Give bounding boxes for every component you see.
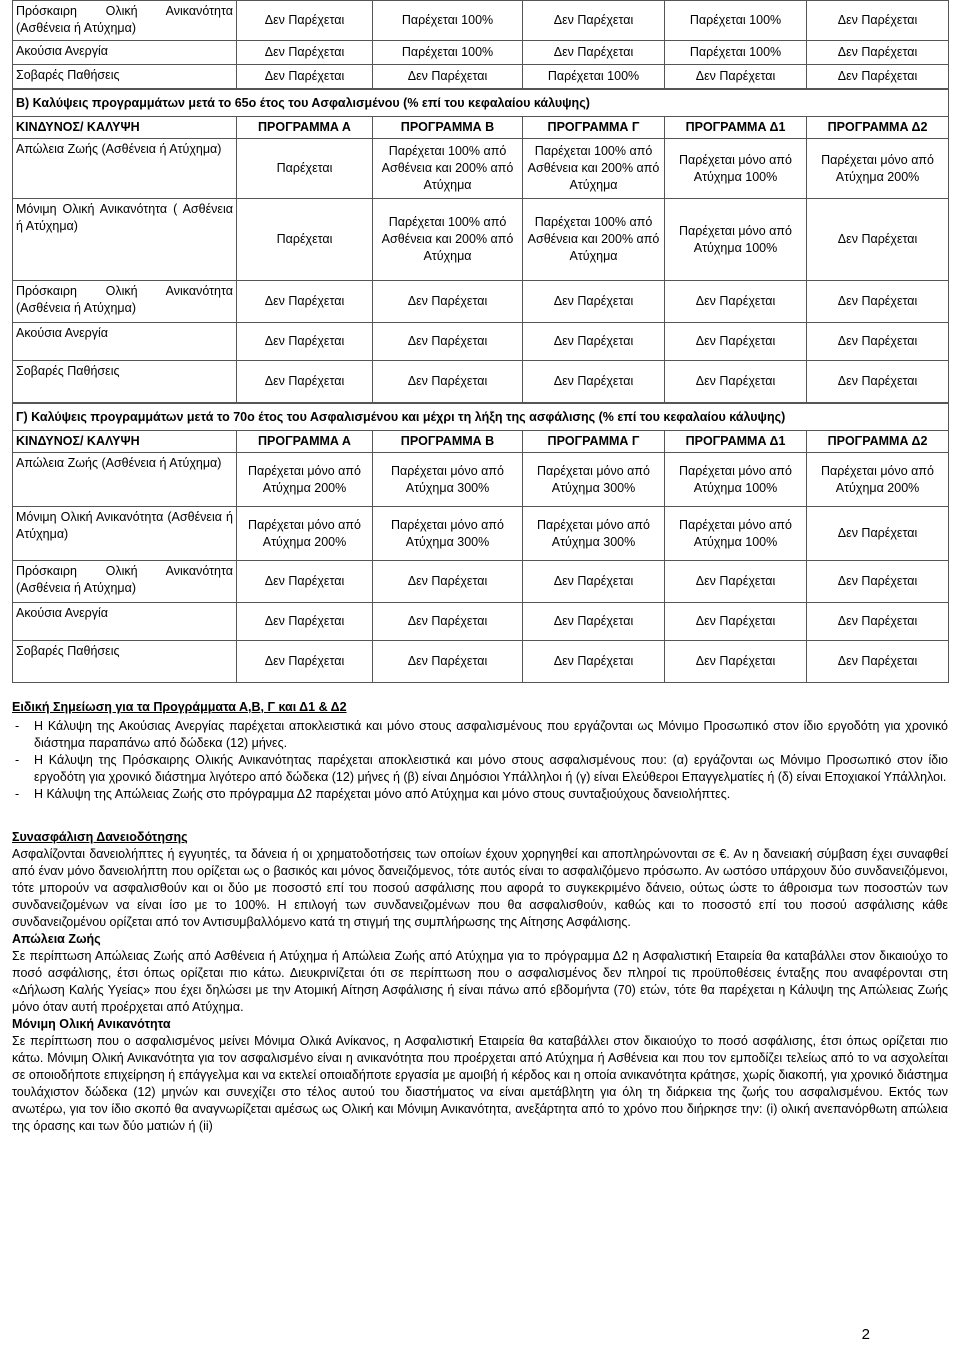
risk-cell: Ακούσια Ανεργία <box>13 603 237 641</box>
table-row <box>13 361 949 403</box>
coverage-cell: Δεν Παρέχεται <box>523 281 665 323</box>
coverage-cell: Παρέχεται μόνο από Ατύχημα 300% <box>373 507 523 561</box>
permanent-disability-text: Σε περίπτωση που ο ασφαλισμένος μείνει Μόνιμα Ολικά Ανίκανος, η Ασφαλιστική Εταιρεία θα καταβάλλει στον δικαιούχο το ποσό ασφάλισης, έτσι όπως ορίζεται πιο κάτω. Μόνιμη Ολική Ανικανότητα για τον ασφαλισμένο είναι η ανικανότητα που προέρχεται από Ατύχημα ή Ασθένεια και που τον εμποδίζει τελείως από το να ασχολείται σε οποιοδήποτε επιχείρηση ή επάγγελμα και να εκτελεί οποιαδήποτε εργασία με αμοιβή ή κέρδος και η οποία ανικανότητα κράτησε, χωρίς διακοπή, για χρονικό διάστημα τουλάχιστον δώδεκα (12) μηνών και συνεχίζει στο τέλος αυτού του διαστήματος να είναι αμετάβλητη για όλη τη διάρκεια της ζωής του ασφαλισμένου. Εκτός των ανωτέρω, για τον ίδιο σκοπό θα αναγνωρίζεται αμέσως ως Ολική και Μόνιμη Ανικανότητα, ανεξάρτητα από το χρόνο που διήρκησε την: (i) ολική ανεπανόρθωτη απώλεια της όρασης και των δύο ματιών ή (ii) <box>12 1034 948 1133</box>
coverage-cell: Δεν Παρέχεται <box>807 507 949 561</box>
coverage-cell: Παρέχεται <box>237 199 373 281</box>
section-c-table <box>12 403 949 683</box>
coverage-cell: Δεν Παρέχεται <box>523 603 665 641</box>
coverage-cell: Δεν Παρέχεται <box>237 361 373 403</box>
page-number: 2 <box>861 1326 870 1343</box>
coverage-cell: Δεν Παρέχεται <box>807 199 949 281</box>
table-row <box>13 507 949 561</box>
special-note <box>12 699 948 803</box>
table-row <box>13 603 949 641</box>
coverage-cell: Παρέχεται 100% <box>665 1 807 41</box>
coverage-cell: Δεν Παρέχεται <box>807 561 949 603</box>
coverage-cell: Δεν Παρέχεται <box>373 361 523 403</box>
column-header: ΠΡΟΓΡΑΜΜΑ Β <box>373 431 523 453</box>
coverage-cell: Δεν Παρέχεται <box>523 641 665 683</box>
table-row <box>13 641 949 683</box>
coverage-cell: Δεν Παρέχεται <box>665 603 807 641</box>
coverage-cell: Δεν Παρέχεται <box>523 323 665 361</box>
coverage-cell: Παρέχεται <box>237 139 373 199</box>
table-row <box>13 281 949 323</box>
column-header: ΠΡΟΓΡΑΜΜΑ Α <box>237 117 373 139</box>
risk-cell: Πρόσκαιρη Ολική Ανικανότητα (Ασθένεια ή Ατύχημα) <box>13 281 237 323</box>
coverage-cell: Δεν Παρέχεται <box>237 323 373 361</box>
section-c-title: Γ) Καλύψεις προγραμμάτων μετά το 70ο έτος του Ασφαλισμένου και μέχρι τη λήξη της ασφάλισης (% επί του κεφαλαίου κάλυψης) <box>13 404 949 431</box>
coinsurance-title: Συνασφάλιση Δανειοδότησης <box>12 830 188 844</box>
coverage-cell: Δεν Παρέχεται <box>237 641 373 683</box>
table-row <box>13 323 949 361</box>
risk-cell: Σοβαρές Παθήσεις <box>13 65 237 89</box>
coverage-cell: Δεν Παρέχεται <box>807 603 949 641</box>
permanent-disability-title: Μόνιμη Ολική Ανικανότητα <box>12 1017 171 1031</box>
coverage-cell: Παρέχεται 100% από Ασθένεια και 200% από Ατύχημα <box>373 139 523 199</box>
coverage-cell: Δεν Παρέχεται <box>237 603 373 641</box>
coverage-cell: Δεν Παρέχεται <box>237 65 373 89</box>
risk-cell: Ακούσια Ανεργία <box>13 323 237 361</box>
coverage-cell: Παρέχεται 100% <box>373 41 523 65</box>
coverage-cell: Δεν Παρέχεται <box>373 641 523 683</box>
section-a-table <box>12 0 949 89</box>
column-header: ΚΙΝΔΥΝΟΣ/ ΚΑΛΥΨΗ <box>13 117 237 139</box>
coverage-cell: Παρέχεται μόνο από Ατύχημα 200% <box>807 453 949 507</box>
coverage-cell: Παρέχεται μόνο από Ατύχημα 300% <box>523 507 665 561</box>
coverage-cell: Δεν Παρέχεται <box>373 561 523 603</box>
coverage-cell: Παρέχεται μόνο από Ατύχημα 300% <box>373 453 523 507</box>
column-header: ΠΡΟΓΡΑΜΜΑ Δ2 <box>807 431 949 453</box>
coverage-cell: Παρέχεται μόνο από Ατύχημα 100% <box>665 507 807 561</box>
coverage-cell: Δεν Παρέχεται <box>665 641 807 683</box>
risk-cell: Σοβαρές Παθήσεις <box>13 361 237 403</box>
section-b-title: Β) Καλύψεις προγραμμάτων μετά το 65ο έτος του Ασφαλισμένου (% επί του κεφαλαίου κάλυψης) <box>13 90 949 117</box>
column-header: ΚΙΝΔΥΝΟΣ/ ΚΑΛΥΨΗ <box>13 431 237 453</box>
coverage-cell: Παρέχεται 100% <box>665 41 807 65</box>
coverage-cell: Δεν Παρέχεται <box>373 323 523 361</box>
coverage-cell: Δεν Παρέχεται <box>665 323 807 361</box>
column-header: ΠΡΟΓΡΑΜΜΑ Δ1 <box>665 117 807 139</box>
coverage-cell: Παρέχεται μόνο από Ατύχημα 200% <box>807 139 949 199</box>
life-loss-text: Σε περίπτωση Απώλειας Ζωής από Ασθένεια ή Ατύχημα ή Απώλεια Ζωής από Ατύχημα για το πρόγραμμα Δ2 η Ασφαλιστική Εταιρεία θα καταβάλλει στον δικαιούχο το ποσό ασφάλισης, έτσι όπως ορίζεται πιο κάτω. Διευκρινίζεται ότι σε περίπτωση που ο ασφαλισμένος δεν πληροί τις προϋποθέσεις ένταξης που αναφέρονται στη «Δήλωση Καλής Υγείας» που έχει δηλώσει με την Ατομική Αίτηση Ασφάλισης ή είναι πάνω από εβδομήντα (70) ετών, τότε θα παρέχεται η Κάλυψη της Απώλειας Ζωής μόνο όταν αυτή προέρχεται από Ατύχημα. <box>12 949 948 1014</box>
special-note-item: - Η Κάλυψη της Απώλειας Ζωής στο πρόγραμμα Δ2 παρέχεται μόνο από Ατύχημα και μόνο στους συνταξιούχους δανειολήπτες. <box>12 786 948 803</box>
coverage-cell: Δεν Παρέχεται <box>665 561 807 603</box>
risk-cell: Απώλεια Ζωής (Ασθένεια ή Ατύχημα) <box>13 139 237 199</box>
coverage-cell: Δεν Παρέχεται <box>807 41 949 65</box>
coverage-cell: Δεν Παρέχεται <box>807 361 949 403</box>
coinsurance-section <box>12 829 948 1135</box>
special-note-title: Ειδική Σημείωση για τα Προγράμματα Α,Β, Γ και Δ1 & Δ2 <box>12 700 347 714</box>
life-loss-title: Απώλεια Ζωής <box>12 932 101 946</box>
risk-cell: Πρόσκαιρη Ολική Ανικανότητα (Ασθένεια ή Ατύχημα) <box>13 561 237 603</box>
coverage-cell: Δεν Παρέχεται <box>807 1 949 41</box>
coverage-cell: Δεν Παρέχεται <box>237 561 373 603</box>
coverage-cell: Παρέχεται μόνο από Ατύχημα 100% <box>665 453 807 507</box>
table-row <box>13 561 949 603</box>
coverage-cell: Παρέχεται μόνο από Ατύχημα 300% <box>523 453 665 507</box>
coverage-cell: Δεν Παρέχεται <box>807 281 949 323</box>
table-row <box>13 41 949 65</box>
coverage-cell: Δεν Παρέχεται <box>523 41 665 65</box>
coverage-cell: Δεν Παρέχεται <box>237 281 373 323</box>
section-b-table <box>12 89 949 403</box>
coverage-cell: Δεν Παρέχεται <box>373 281 523 323</box>
table-row <box>13 199 949 281</box>
coverage-cell: Δεν Παρέχεται <box>373 603 523 641</box>
coverage-cell: Παρέχεται 100% <box>523 65 665 89</box>
risk-cell: Απώλεια Ζωής (Ασθένεια ή Ατύχημα) <box>13 453 237 507</box>
risk-cell: Μόνιμη Ολική Ανικανότητα (Ασθένεια ή Ατύχημα) <box>13 507 237 561</box>
coverage-cell: Παρέχεται μόνο από Ατύχημα 200% <box>237 453 373 507</box>
coverage-cell: Δεν Παρέχεται <box>807 641 949 683</box>
table-row <box>13 139 949 199</box>
table-row <box>13 65 949 89</box>
coverage-cell: Παρέχεται μόνο από Ατύχημα 100% <box>665 139 807 199</box>
document-page <box>12 0 948 1135</box>
coverage-cell: Παρέχεται 100% από Ασθένεια και 200% από Ατύχημα <box>523 199 665 281</box>
risk-cell: Ακούσια Ανεργία <box>13 41 237 65</box>
coverage-cell: Δεν Παρέχεται <box>523 361 665 403</box>
coverage-cell: Παρέχεται μόνο από Ατύχημα 100% <box>665 199 807 281</box>
coverage-cell: Παρέχεται 100% <box>373 1 523 41</box>
coverage-cell: Δεν Παρέχεται <box>523 1 665 41</box>
coverage-cell: Δεν Παρέχεται <box>237 1 373 41</box>
coverage-cell: Παρέχεται 100% από Ασθένεια και 200% από Ατύχημα <box>373 199 523 281</box>
table-row <box>13 453 949 507</box>
coverage-cell: Παρέχεται 100% από Ασθένεια και 200% από Ατύχημα <box>523 139 665 199</box>
coverage-cell: Δεν Παρέχεται <box>665 281 807 323</box>
table-row <box>13 1 949 41</box>
coverage-cell: Παρέχεται μόνο από Ατύχημα 200% <box>237 507 373 561</box>
coverage-cell: Δεν Παρέχεται <box>373 65 523 89</box>
column-header: ΠΡΟΓΡΑΜΜΑ Β <box>373 117 523 139</box>
column-header: ΠΡΟΓΡΑΜΜΑ Γ <box>523 431 665 453</box>
column-header: ΠΡΟΓΡΑΜΜΑ Γ <box>523 117 665 139</box>
risk-cell: Σοβαρές Παθήσεις <box>13 641 237 683</box>
coverage-cell: Δεν Παρέχεται <box>523 561 665 603</box>
column-header: ΠΡΟΓΡΑΜΜΑ Δ2 <box>807 117 949 139</box>
special-note-list <box>12 718 948 803</box>
coverage-cell: Δεν Παρέχεται <box>807 65 949 89</box>
column-header: ΠΡΟΓΡΑΜΜΑ Δ1 <box>665 431 807 453</box>
risk-cell: Πρόσκαιρη Ολική Ανικανότητα (Ασθένεια ή Ατύχημα) <box>13 1 237 41</box>
coverage-cell: Δεν Παρέχεται <box>237 41 373 65</box>
column-header: ΠΡΟΓΡΑΜΜΑ Α <box>237 431 373 453</box>
special-note-item: - Η Κάλυψη της Ακούσιας Ανεργίας παρέχεται αποκλειστικά και μόνο στους ασφαλισμένους που εργάζονται ως Μόνιμο Προσωπικό στον ίδιο εργοδότη για χρονικό διάστημα παραπάνω από δώδεκα (12) μήνες. <box>12 718 948 752</box>
coverage-cell: Δεν Παρέχεται <box>665 361 807 403</box>
coverage-cell: Δεν Παρέχεται <box>665 65 807 89</box>
special-note-item: - Η Κάλυψη της Πρόσκαιρης Ολικής Ανικανότητας παρέχεται αποκλειστικά και μόνο στους ασφαλισμένους που: (α) εργάζονται ως Μόνιμο Προσωπικό στον ίδιο εργοδότη για χρονικό διάστημα λιγότερο από δώδεκα (12) μήνες ή (β) είναι Δημόσιοι Υπάλληλοι ή (γ) είναι Ελεύθεροι Επαγγελματίες ή (δ) είναι Εποχιακοί Υπάλληλοι. <box>12 752 948 786</box>
risk-cell: Μόνιμη Ολική Ανικανότητα ( Ασθένεια ή Ατύχημα) <box>13 199 237 281</box>
coverage-cell: Δεν Παρέχεται <box>807 323 949 361</box>
coinsurance-text: Ασφαλίζονται δανειολήπτες ή εγγυητές, τα δάνεια ή οι χρηματοδοτήσεις των οποίων έχουν χορηγηθεί και αποπληρώνονται σε €. Αν η δανειακή σύμβαση έχει συναφθεί από έναν μόνο δανειολήπτη που ορίζεται ως ο βασικός και μόνος δανειζόμενος, τότε αυτός είναι το ασφαλιζόμενο πρόσωπο. Αν ωστόσο υπάρχουν δύο συνδανειζόμενοι, τότε μπορούν να ασφαλισθούν και οι δύο με ποσοστό επί του ποσού ασφάλισης που αφορά το συγκεκριμένο δάνειο, ούτως ώστε το άθροισμα των ποσοστών των συνδανειζομένων να είναι ίσο με το 100%. Η επιλογή των συνδανειζομένων που θα ασφαλισθούν, καθώς και το ποσοστό επί του ποσού ασφάλισης κάθε συνδανειζομένου ορίζεται από τον Αντισυμβαλλόμενο κατά τη στιγμή της συμπλήρωσης της Αίτησης Ασφάλισης. <box>12 847 948 929</box>
